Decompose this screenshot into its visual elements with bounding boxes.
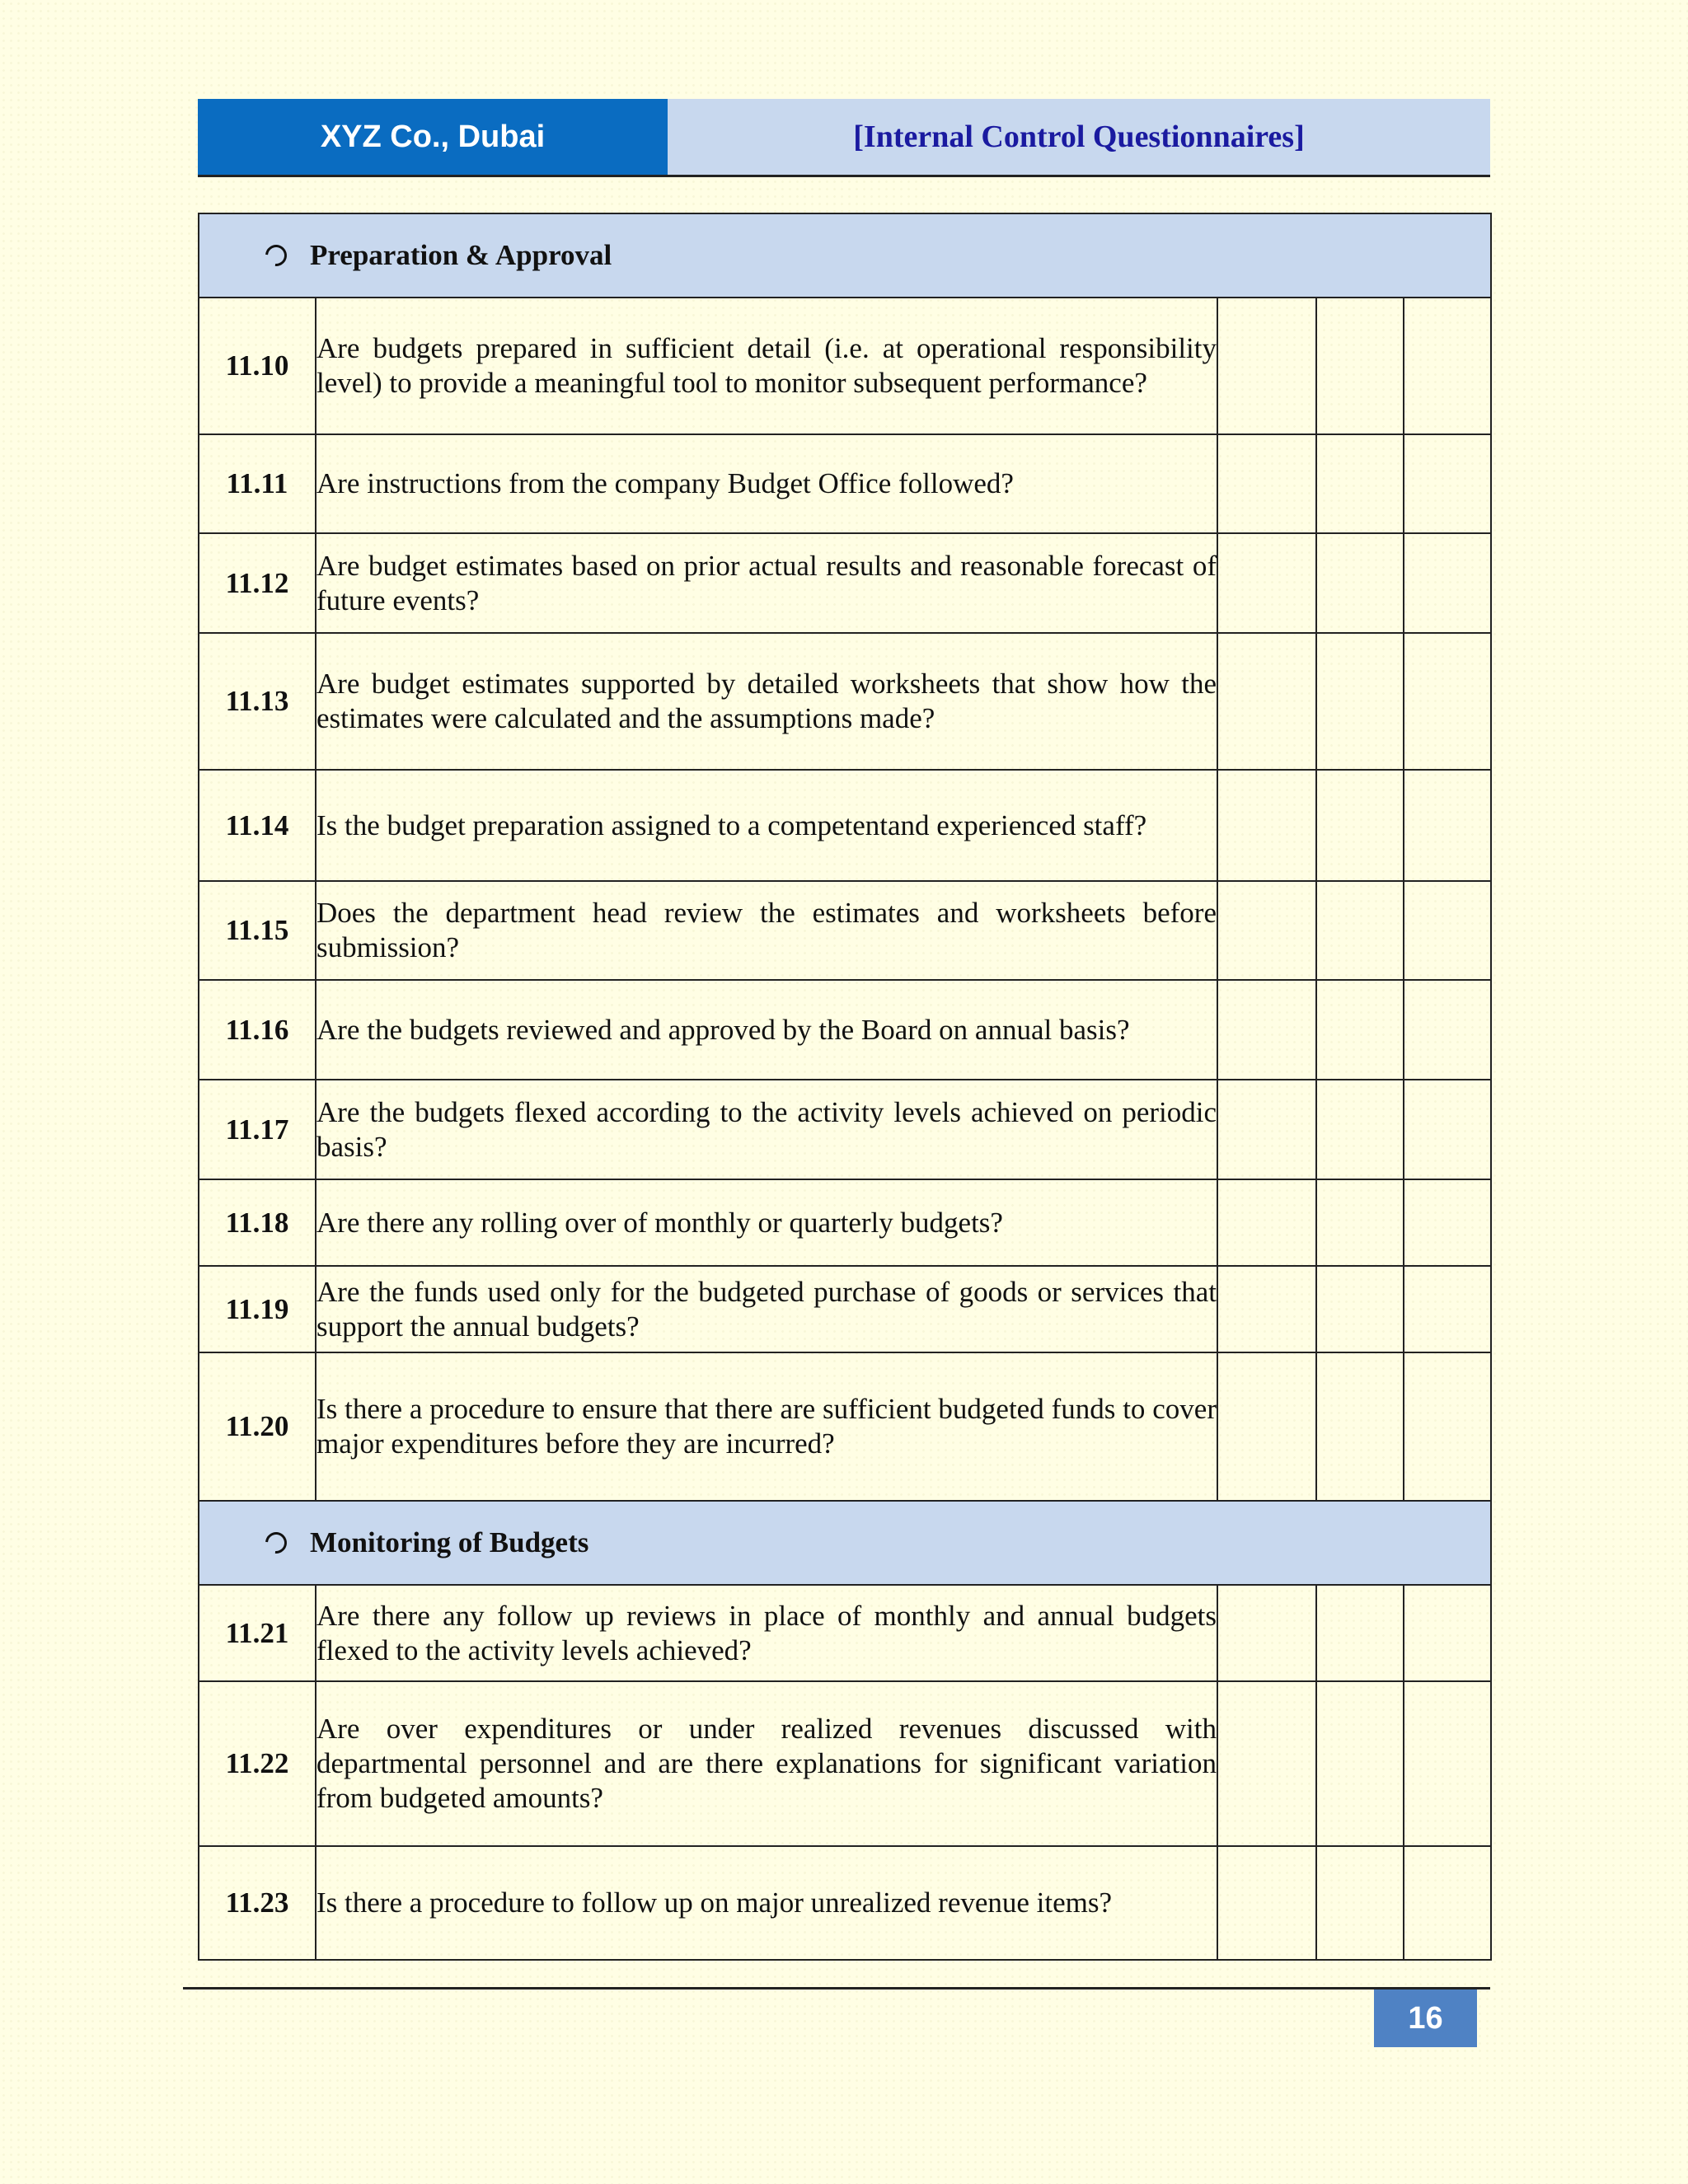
- company-name: XYZ Co., Dubai: [198, 99, 668, 175]
- section-header: [199, 239, 1490, 272]
- answer-cell-2[interactable]: [1316, 980, 1404, 1080]
- answer-cell-1[interactable]: [1217, 633, 1316, 770]
- answer-cell-1[interactable]: [1217, 298, 1316, 434]
- table-row: [199, 1352, 1491, 1501]
- answer-cell-2[interactable]: [1316, 881, 1404, 980]
- answer-cell-1[interactable]: [1217, 1681, 1316, 1846]
- answer-cell-3[interactable]: [1404, 881, 1491, 980]
- question-number: 11.23: [199, 1846, 316, 1960]
- question-text: Does the department head review the estimates and worksheets before submission?: [316, 881, 1217, 980]
- question-text: Are the funds used only for the budgeted purchase of goods or services that support the annual budgets?: [316, 1266, 1217, 1352]
- answer-cell-1[interactable]: [1217, 1352, 1316, 1501]
- question-number: 11.19: [199, 1266, 316, 1352]
- question-text: Is there a procedure to ensure that there are sufficient budgeted funds to cover major expenditures before they are incurred?: [316, 1352, 1217, 1501]
- question-number: 11.14: [199, 770, 316, 881]
- answer-cell-2[interactable]: [1316, 1352, 1404, 1501]
- question-number: 11.20: [199, 1352, 316, 1501]
- question-text: Is there a procedure to follow up on major unrealized revenue items?: [316, 1846, 1217, 1960]
- question-number: 11.17: [199, 1080, 316, 1179]
- answer-cell-1[interactable]: [1217, 980, 1316, 1080]
- section-header-cell: [199, 213, 1491, 298]
- question-number: 11.10: [199, 298, 316, 434]
- question-number: 11.16: [199, 980, 316, 1080]
- answer-cell-1[interactable]: [1217, 1585, 1316, 1681]
- answer-cell-2[interactable]: [1316, 1846, 1404, 1960]
- question-number: 11.12: [199, 533, 316, 633]
- answer-cell-2[interactable]: [1316, 1080, 1404, 1179]
- question-text: Are instructions from the company Budget Office followed?: [316, 434, 1217, 533]
- answer-cell-1[interactable]: [1217, 1080, 1316, 1179]
- answer-cell-2[interactable]: [1316, 533, 1404, 633]
- answer-cell-2[interactable]: [1316, 434, 1404, 533]
- answer-cell-3[interactable]: [1404, 1266, 1491, 1352]
- question-text: Are there any rolling over of monthly or quarterly budgets?: [316, 1179, 1217, 1266]
- question-text: Is the budget preparation assigned to a competentand experienced staff?: [316, 770, 1217, 881]
- question-text: Are budget estimates based on prior actual results and reasonable forecast of future events?: [316, 533, 1217, 633]
- answer-cell-2[interactable]: [1316, 1266, 1404, 1352]
- table-row: [199, 1179, 1491, 1266]
- answer-cell-2[interactable]: [1316, 1179, 1404, 1266]
- answer-cell-3[interactable]: [1404, 1179, 1491, 1266]
- footer-divider: [183, 1987, 1490, 1990]
- table-row: [199, 298, 1491, 434]
- answer-cell-3[interactable]: [1404, 298, 1491, 434]
- question-text: Are the budgets reviewed and approved by the Board on annual basis?: [316, 980, 1217, 1080]
- table-row: [199, 1846, 1491, 1960]
- table-row: [199, 1080, 1491, 1179]
- answer-cell-2[interactable]: [1316, 770, 1404, 881]
- answer-cell-3[interactable]: [1404, 434, 1491, 533]
- table-row: [199, 881, 1491, 980]
- question-text: Are budgets prepared in sufficient detail (i.e. at operational responsibility level) to provide a meaningful tool to monitor subsequent performance?: [316, 298, 1217, 434]
- answer-cell-2[interactable]: [1316, 1585, 1404, 1681]
- section-title: Monitoring of Budgets: [310, 1526, 589, 1558]
- answer-cell-3[interactable]: [1404, 1080, 1491, 1179]
- page-header: [198, 99, 1490, 177]
- questionnaire-table: [198, 213, 1492, 1961]
- answer-cell-3[interactable]: [1404, 633, 1491, 770]
- section-header: [199, 1526, 1490, 1559]
- table-row: [199, 980, 1491, 1080]
- answer-cell-3[interactable]: [1404, 980, 1491, 1080]
- table-row: [199, 770, 1491, 881]
- answer-cell-1[interactable]: [1217, 434, 1316, 533]
- answer-cell-3[interactable]: [1404, 1352, 1491, 1501]
- circle-bullet-icon: [261, 1528, 292, 1558]
- answer-cell-3[interactable]: [1404, 533, 1491, 633]
- table-row: [199, 1585, 1491, 1681]
- answer-cell-2[interactable]: [1316, 633, 1404, 770]
- answer-cell-3[interactable]: [1404, 1846, 1491, 1960]
- question-number: 11.11: [199, 434, 316, 533]
- section-header-row: [199, 1501, 1491, 1585]
- document-title: [Internal Control Questionnaires]: [668, 99, 1490, 175]
- question-number: 11.15: [199, 881, 316, 980]
- table-row: [199, 1266, 1491, 1352]
- table-row: [199, 533, 1491, 633]
- question-number: 11.22: [199, 1681, 316, 1846]
- answer-cell-1[interactable]: [1217, 1266, 1316, 1352]
- section-header-row: [199, 213, 1491, 298]
- question-text: Are over expenditures or under realized revenues discussed with departmental personnel and are there explanations for significant variation from budgeted amounts?: [316, 1681, 1217, 1846]
- question-number: 11.18: [199, 1179, 316, 1266]
- question-number: 11.13: [199, 633, 316, 770]
- page-number: 16: [1374, 1990, 1477, 2047]
- answer-cell-3[interactable]: [1404, 1585, 1491, 1681]
- section-title: Preparation & Approval: [310, 239, 612, 271]
- question-number: 11.21: [199, 1585, 316, 1681]
- answer-cell-1[interactable]: [1217, 533, 1316, 633]
- answer-cell-3[interactable]: [1404, 1681, 1491, 1846]
- answer-cell-2[interactable]: [1316, 1681, 1404, 1846]
- answer-cell-1[interactable]: [1217, 881, 1316, 980]
- question-text: Are the budgets flexed according to the activity levels achieved on periodic basis?: [316, 1080, 1217, 1179]
- circle-bullet-icon: [261, 241, 292, 271]
- question-text: Are budget estimates supported by detailed worksheets that show how the estimates were calculated and the assumptions made?: [316, 633, 1217, 770]
- question-text: Are there any follow up reviews in place of monthly and annual budgets flexed to the activity levels achieved?: [316, 1585, 1217, 1681]
- answer-cell-1[interactable]: [1217, 770, 1316, 881]
- answer-cell-1[interactable]: [1217, 1846, 1316, 1960]
- table-row: [199, 633, 1491, 770]
- answer-cell-2[interactable]: [1316, 298, 1404, 434]
- answer-cell-3[interactable]: [1404, 770, 1491, 881]
- table-row: [199, 434, 1491, 533]
- table-row: [199, 1681, 1491, 1846]
- section-header-cell: [199, 1501, 1491, 1585]
- answer-cell-1[interactable]: [1217, 1179, 1316, 1266]
